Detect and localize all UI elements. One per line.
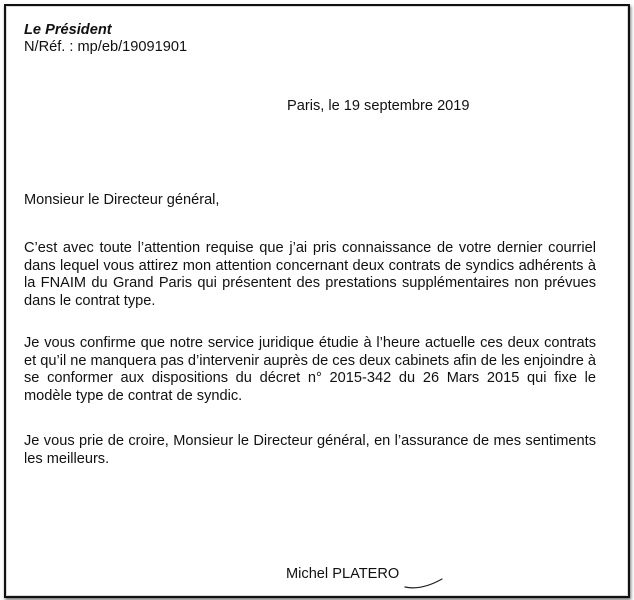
signatory-name: Michel PLATERO: [286, 566, 400, 582]
reference-number: N/Réf. : mp/eb/19091901: [24, 39, 188, 55]
salutation: Monsieur le Directeur général,: [24, 192, 220, 208]
letter-body: [24, 22, 612, 582]
sender-title: Le Président: [24, 22, 112, 38]
signature-flourish-icon: [404, 576, 444, 590]
paragraph-3: Je vous prie de croire, Monsieur le Directeur général, en l’assurance de mes sentiments les meilleurs.: [24, 433, 596, 467]
letter-frame: [4, 4, 630, 598]
place-date: Paris, le 19 septembre 2019: [287, 98, 470, 114]
paragraph-1: C’est avec toute l’attention requise que j’ai pris connaissance de votre dernier courriel dans lequel vous attirez mon attention concernant deux contrats de syndics adhérents à la FNAIM du Grand Paris qui présentent des prestations supplémentaires non prévues dans le contrat type.: [24, 240, 596, 309]
paragraph-2: Je vous confirme que notre service juridique étudie à l’heure actuelle ces deux contrats et qu’il ne manquera pas d’intervenir auprès de ces deux cabinets afin de les enjoindre à se conformer aux dispositions du décret n° 2015-342 du 26 Mars 2015 qui fixe le modèle type de contrat de syndic.: [24, 335, 596, 404]
